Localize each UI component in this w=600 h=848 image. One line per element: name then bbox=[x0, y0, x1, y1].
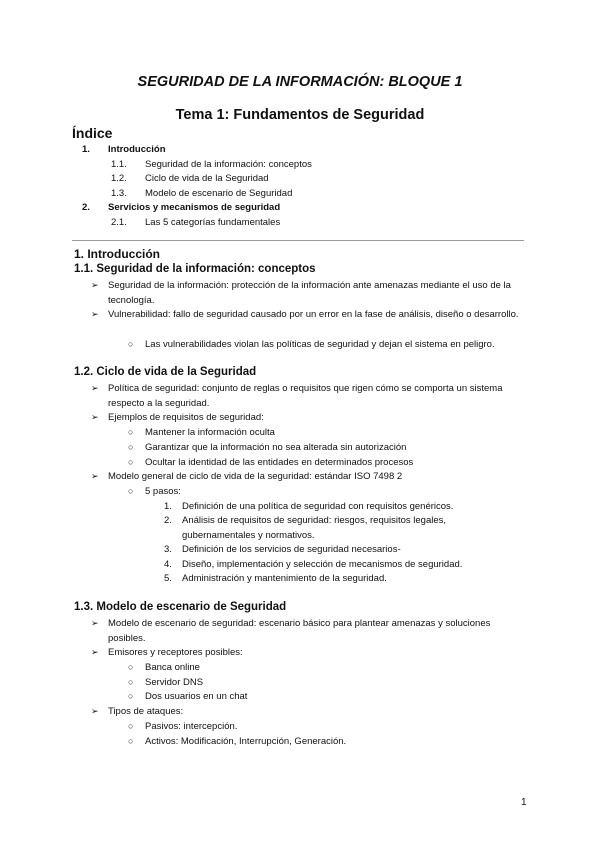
list-item: ○ 5 pasos: bbox=[128, 486, 181, 497]
circle-bullet-icon: ○ bbox=[128, 736, 134, 746]
circle-bullet-icon: ○ bbox=[128, 427, 134, 437]
arrow-bullet-icon: ➢ bbox=[91, 309, 99, 319]
toc-number: 1.2. bbox=[111, 173, 127, 184]
list-item: ➢ Seguridad de la información: protección de la información ante amenazas mediante el uso de la tecnología. bbox=[91, 280, 511, 306]
item-number: 3. bbox=[164, 544, 172, 555]
list-item: ➢ Política de seguridad: conjunto de reglas o requisitos que rigen cómo se comporta un sistema respecto a la seguridad. bbox=[91, 383, 503, 409]
item-number: 4. bbox=[164, 559, 172, 570]
numbered-item: 4. Diseño, implementación y selección de mecanismos de seguridad. bbox=[164, 559, 463, 570]
subsection-heading: 1.3. Modelo de escenario de Seguridad bbox=[74, 601, 287, 613]
item-number: 1. bbox=[164, 501, 172, 512]
list-item: ➢ Modelo general de ciclo de vida de la seguridad: estándar ISO 7498 2 bbox=[91, 471, 403, 482]
list-item: ➢ Modelo de escenario de seguridad: escenario básico para plantear amenazas y soluciones posibles. bbox=[91, 618, 491, 644]
numbered-item: 5. Administración y mantenimiento de la seguridad. bbox=[164, 573, 387, 584]
circle-bullet-icon: ○ bbox=[128, 442, 134, 452]
arrow-bullet-icon: ➢ bbox=[91, 412, 99, 422]
list-item: ○ Mantener la información oculta bbox=[128, 427, 275, 438]
toc-number: 1.1. bbox=[111, 159, 127, 170]
list-item: ➢ Ejemplos de requisitos de seguridad: bbox=[91, 412, 264, 423]
list-item: ○ Activos: Modificación, Interrupción, Generación. bbox=[128, 736, 347, 747]
arrow-bullet-icon: ➢ bbox=[91, 618, 99, 628]
toc-text: Las 5 categorías fundamentales bbox=[145, 217, 281, 228]
section-heading: 1. Introducción bbox=[74, 247, 161, 261]
toc-number: 1.3. bbox=[111, 188, 127, 199]
list-item: ○ Banca online bbox=[128, 662, 200, 673]
arrow-bullet-icon: ➢ bbox=[91, 647, 99, 657]
document-subtitle: Tema 1: Fundamentos de Seguridad bbox=[175, 107, 425, 123]
numbered-item: 2. Análisis de requisitos de seguridad: riesgos, requisitos legales, gubernamentales y normativos. bbox=[164, 515, 447, 541]
list-item: ➢ Emisores y receptores posibles: bbox=[91, 647, 243, 658]
toc-text: Servicios y mecanismos de seguridad bbox=[108, 202, 281, 213]
list-item: ○ Pasivos: intercepción. bbox=[128, 721, 238, 732]
item-number: 5. bbox=[164, 573, 172, 584]
list-item: ➢ Vulnerabilidad: fallo de seguridad causado por un error en la fase de análisis, diseño o desarrollo. bbox=[91, 309, 519, 320]
arrow-bullet-icon: ➢ bbox=[91, 383, 99, 393]
arrow-bullet-icon: ➢ bbox=[91, 706, 99, 716]
document-title: SEGURIDAD DE LA INFORMACIÓN: BLOQUE 1 bbox=[137, 74, 463, 90]
subsection-heading: 1.1. Seguridad de la información: conceptos bbox=[74, 263, 316, 275]
item-number: 2. bbox=[164, 515, 172, 526]
arrow-bullet-icon: ➢ bbox=[91, 280, 99, 290]
list-item: ○ Las vulnerabilidades violan las políticas de seguridad y dejan el sistema en peligro. bbox=[128, 339, 495, 350]
arrow-bullet-icon: ➢ bbox=[91, 471, 99, 481]
circle-bullet-icon: ○ bbox=[128, 339, 134, 349]
subsection-heading: 1.2. Ciclo de vida de la Seguridad bbox=[74, 366, 257, 378]
toc-text: Introducción bbox=[108, 144, 166, 155]
toc-text: Ciclo de vida de la Seguridad bbox=[145, 173, 269, 184]
list-item: ○ Servidor DNS bbox=[128, 677, 204, 688]
circle-bullet-icon: ○ bbox=[128, 486, 134, 496]
numbered-item: 1. Definición de una política de seguridad con requisitos genéricos. bbox=[164, 501, 454, 512]
page-number: 1 bbox=[521, 797, 527, 808]
circle-bullet-icon: ○ bbox=[128, 691, 134, 701]
list-item: ○ Dos usuarios en un chat bbox=[128, 691, 248, 702]
circle-bullet-icon: ○ bbox=[128, 677, 134, 687]
toc-number: 2. bbox=[82, 202, 90, 213]
list-item: ○ Ocultar la identidad de las entidades en determinados procesos bbox=[128, 457, 414, 468]
toc-number: 2.1. bbox=[111, 217, 127, 228]
list-item: ○ Garantizar que la información no sea alterada sin autorización bbox=[128, 442, 407, 453]
horizontal-divider bbox=[72, 240, 524, 241]
circle-bullet-icon: ○ bbox=[128, 662, 134, 672]
numbered-item: 3. Definición de los servicios de seguridad necesarios- bbox=[164, 544, 401, 555]
toc-number: 1. bbox=[82, 144, 90, 155]
toc-text: Seguridad de la información: conceptos bbox=[145, 159, 312, 170]
toc-text: Modelo de escenario de Seguridad bbox=[145, 188, 293, 199]
circle-bullet-icon: ○ bbox=[128, 457, 134, 467]
index-heading: Índice bbox=[72, 125, 113, 141]
list-item: ➢ Tipos de ataques: bbox=[91, 706, 184, 717]
circle-bullet-icon: ○ bbox=[128, 721, 134, 731]
